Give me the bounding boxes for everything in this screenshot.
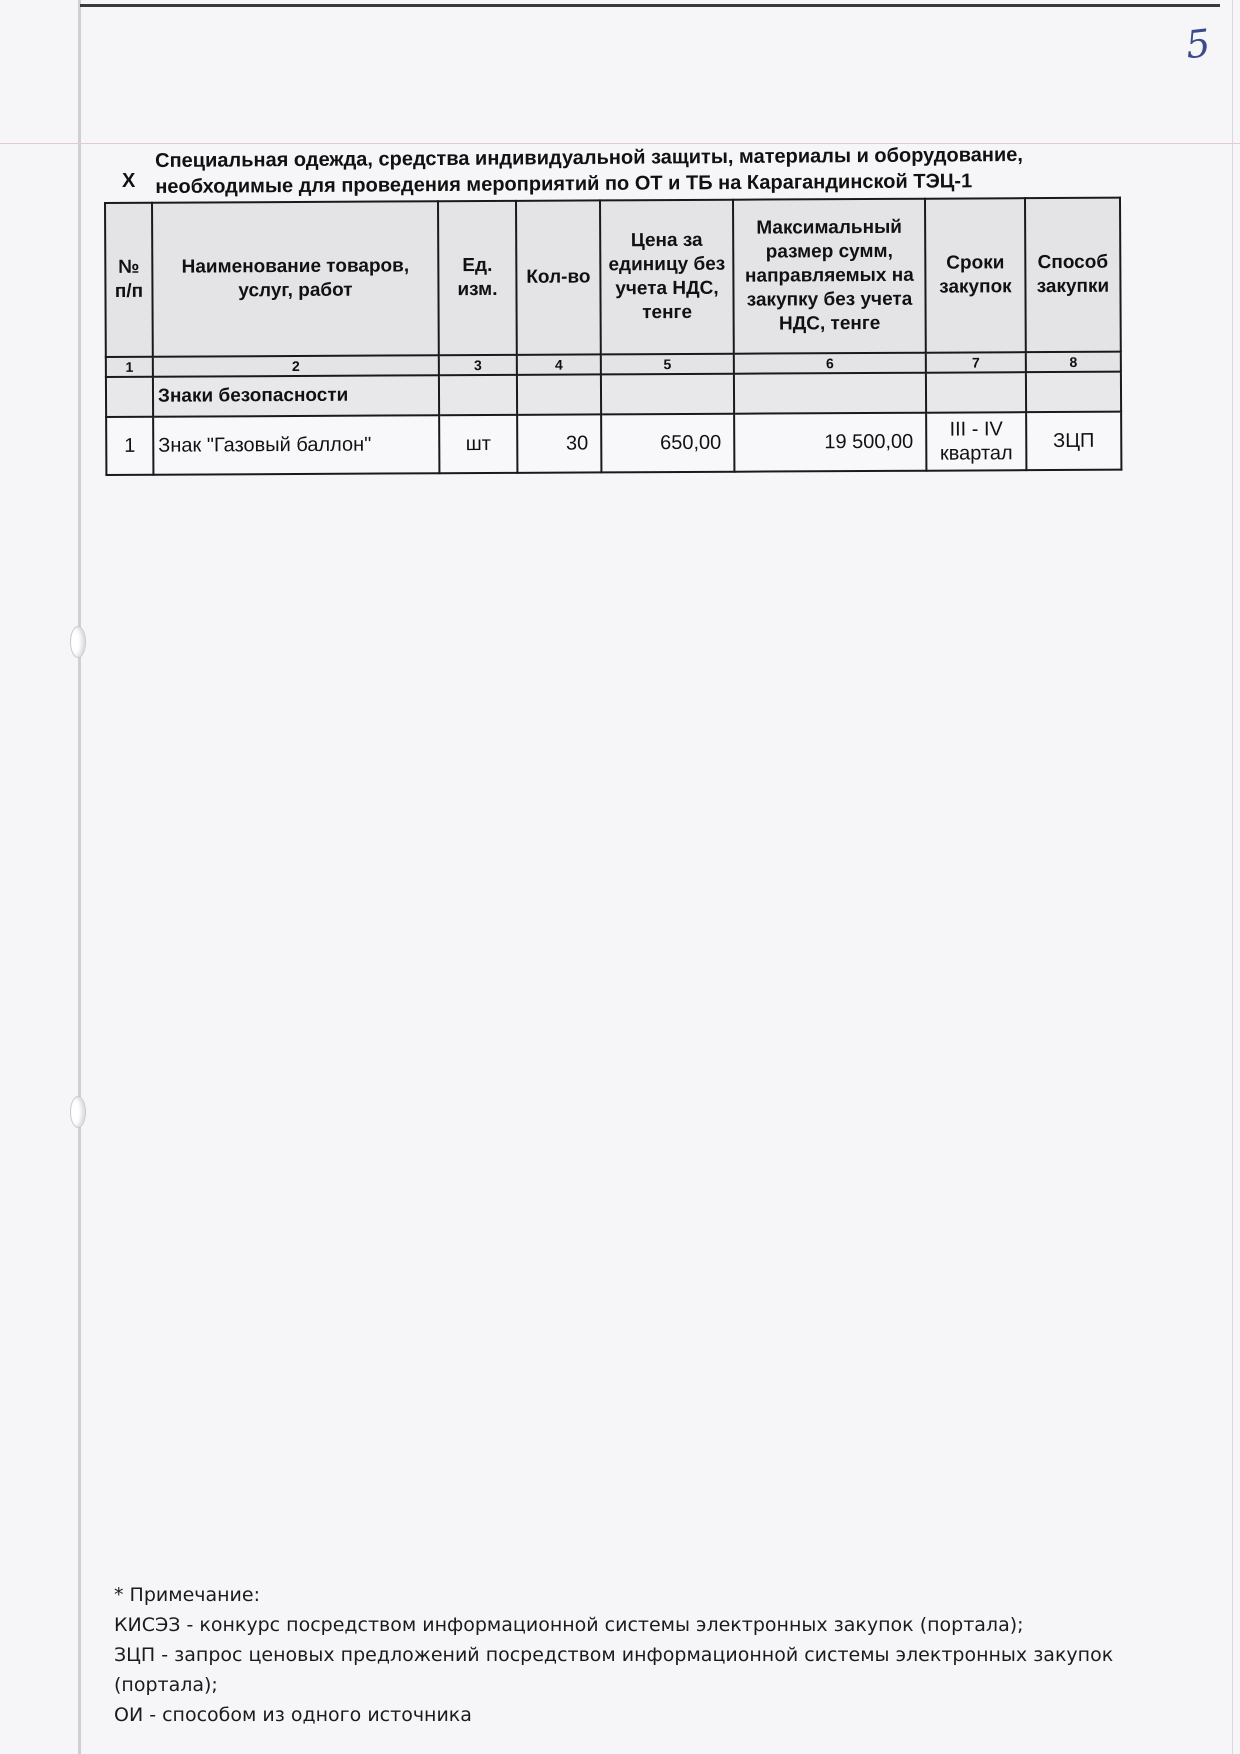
group-empty-cell [926,372,1026,413]
header-cell: Наименование товаров, услуг, работ [152,201,439,356]
header-cell: Кол-во [516,200,601,354]
binding-line [78,0,81,1754]
table-header-row [105,198,1121,357]
page-top-edge [80,4,1220,7]
group-empty-cell [1026,372,1121,412]
item-total: 19 500,00 [734,413,926,472]
notes-heading: * Примечание: [114,1584,260,1606]
note-line: КИСЭЗ - конкурс посредством информационной системы электронных закупок (портала); [114,1614,1024,1636]
header-cell: Способ закупки [1025,198,1121,352]
section-roman-numeral: X [122,170,136,192]
handwritten-page-number: 5 [1183,20,1213,68]
item-method: ЗЦП [1026,412,1121,470]
group-row [106,372,1121,417]
column-number: 1 [106,357,153,377]
group-empty-cell [439,375,517,415]
note-line: ОИ - способом из одного источника [114,1704,472,1726]
group-label: Знаки безопасности [153,375,439,416]
procurement-table [104,197,1122,476]
column-number: 6 [734,353,926,374]
column-number: 5 [601,354,734,375]
notes-block [114,1580,1124,1730]
header-cell: Максимальный размер сумм, направляемых на закупку без учета НДС, тенге [733,199,926,354]
punch-hole [70,626,86,658]
column-number: 4 [517,354,601,374]
item-unit: шт [439,415,517,473]
table-row [106,412,1121,475]
header-cell: № п/п [105,203,153,357]
group-empty-cell [601,374,734,415]
header-cell: Ед. изм. [438,201,517,355]
item-unit-price: 650,00 [601,414,734,473]
item-quantity: 30 [517,414,601,472]
item-period: III - IV квартал [926,412,1026,471]
group-empty-cell [106,377,153,417]
group-empty-cell [734,373,926,414]
row-number: 1 [106,417,153,475]
section-title: Специальная одежда, средства индивидуальной защиты, материалы и оборудование, необходимые для проведения мероприятий по ОТ и ТБ на Карагандинской ТЭЦ-1 [155,143,1023,198]
note-line: ЗЦП - запрос ценовых предложений посредством информационной системы электронных закупок (портала); [114,1644,1114,1696]
column-number: 3 [439,355,517,375]
punch-hole [70,1096,86,1128]
column-number: 8 [1026,352,1121,372]
header-cell: Цена за единицу без учета НДС, тенге [600,200,734,355]
group-empty-cell [517,374,601,414]
page-right-edge [1232,0,1233,1754]
item-name: Знак "Газовый баллон" [153,415,439,474]
column-number: 7 [926,352,1026,373]
header-cell: Сроки закупок [925,198,1026,353]
column-number: 2 [153,355,439,376]
